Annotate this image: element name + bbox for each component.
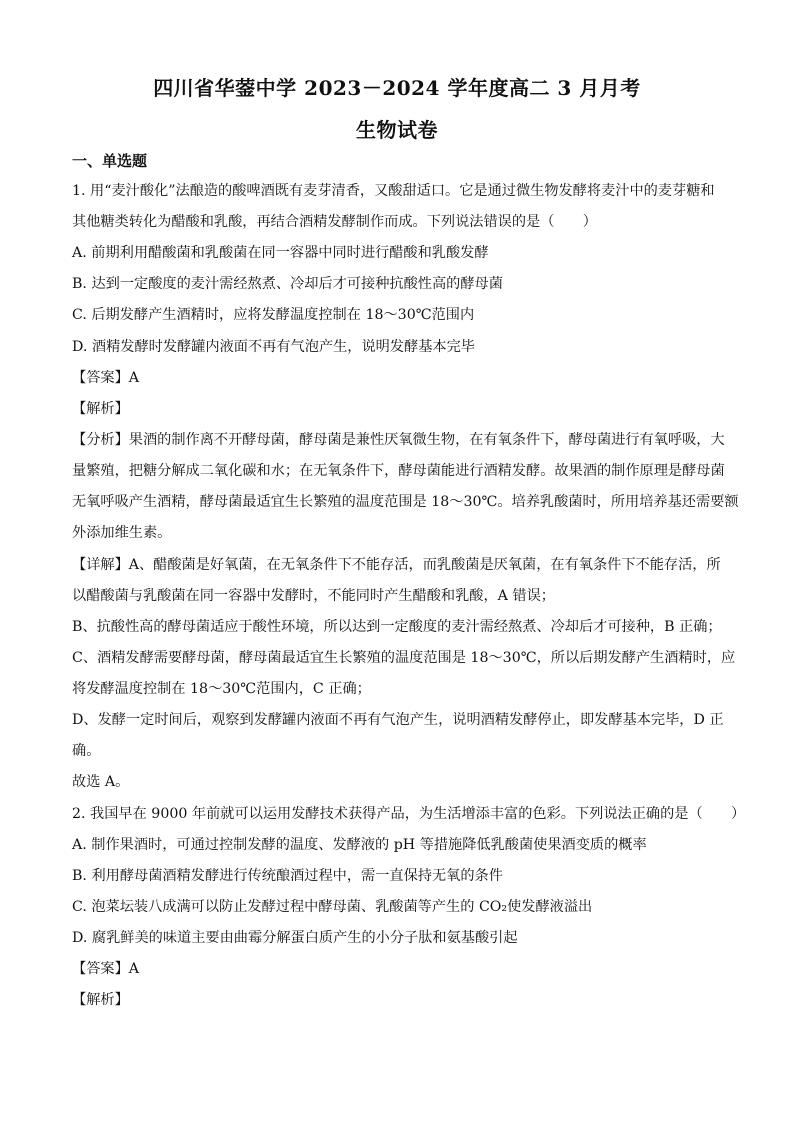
q1-analysis-heading: 【解析】 <box>72 401 129 417</box>
q1-answer: 【答案】A <box>72 370 139 386</box>
q2-stem: 2. 我国早在 9000 年前就可以运用发酵技术获得产品，为生活增添丰富的色彩。下列说法正确的是（ ） <box>72 806 746 822</box>
q2-option-c: C. 泡菜坛装八成满可以防止发酵过程中酵母菌、乳酸菌等产生的 CO₂使发酵液溢出 <box>72 899 593 915</box>
q2-analysis-heading: 【解析】 <box>72 992 129 1008</box>
q1-detail-line-2: 以醋酸菌与乳酸菌在同一容器中发酵时，不能同时产生醋酸和乳酸，A 错误； <box>72 588 555 604</box>
q1-option-c: C. 后期发酵产生酒精时，应将发酵温度控制在 18～30℃范围内 <box>72 307 475 323</box>
q1-analysis-line-1: 【分析】果酒的制作离不开酵母菌，酵母菌是兼性厌氧微生物，在有氧条件下，酵母菌进行有氧呼吸，大 <box>72 432 725 448</box>
q1-stem-line-2: 其他糖类转化为醋酸和乳酸，再结合酒精发酵制作而成。下列说法错误的是（ ） <box>72 214 597 230</box>
exam-title: 四川省华蓥中学 2023－2024 学年度高二 3 月月考 <box>153 76 641 100</box>
q1-stem-line-1: 1. 用“麦汁酸化”法酿造的酸啤酒既有麦芽清香，又酸甜适口。它是通过微生物发酵将麦汁中的麦芽糖和 <box>72 183 715 199</box>
q2-answer: 【答案】A <box>72 961 139 977</box>
q2-option-d: D. 腐乳鲜美的味道主要由曲霉分解蛋白质产生的小分子肽和氨基酸引起 <box>72 930 518 946</box>
q1-analysis-line-4: 外添加维生素。 <box>72 525 172 541</box>
section-heading: 一、单选题 <box>72 152 148 170</box>
q1-analysis-line-2: 量繁殖，把糖分解成二氧化碳和水；在无氧条件下，酵母菌能进行酒精发酵。故果酒的制作原理是酵母菌 <box>72 463 725 479</box>
q1-detail-line-5: 将发酵温度控制在 18～30℃范围内，C 正确； <box>72 681 371 697</box>
q1-choice: 故选 A。 <box>72 774 130 790</box>
q1-option-d: D. 酒精发酵时发酵罐内液面不再有气泡产生，说明发酵基本完毕 <box>72 339 475 355</box>
q1-detail-line-4: C、酒精发酵需要酵母菌，酵母菌最适宜生长繁殖的温度范围是 18～30℃，所以后期发酵产生酒精时，应 <box>72 650 736 666</box>
q2-option-a: A. 制作果酒时，可通过控制发酵的温度、发酵液的 pH 等措施降低乳酸菌使果酒变质的概率 <box>72 837 647 853</box>
q1-analysis-line-3: 无氧呼吸产生酒精，酵母菌最适宜生长繁殖的温度范围是 18～30℃。培养乳酸菌时，所用培养基还需要额 <box>72 494 739 510</box>
exam-subtitle: 生物试卷 <box>356 118 438 142</box>
q1-detail-line-1: 【详解】A、醋酸菌是好氧菌，在无氧条件下不能存活，而乳酸菌是厌氧菌，在有氧条件下不能存活，所 <box>72 557 721 573</box>
q1-option-b: B. 达到一定酸度的麦汁需经熬煮、冷却后才可接种抗酸性高的酵母菌 <box>72 276 503 292</box>
q1-detail-line-6: D、发酵一定时间后，观察到发酵罐内液面不再有气泡产生，说明酒精发酵停止，即发酵基本完毕，D 正 <box>72 712 724 728</box>
q1-option-a: A. 前期利用醋酸菌和乳酸菌在同一容器中同时进行醋酸和乳酸发酵 <box>72 245 489 261</box>
q1-detail-line-7: 确。 <box>72 743 101 759</box>
q2-option-b: B. 利用酵母菌酒精发酵进行传统酿酒过程中，需一直保持无氧的条件 <box>72 868 503 884</box>
q1-detail-line-3: B、抗酸性高的酵母菌适应于酸性环境，所以达到一定酸度的麦汁需经熬煮、冷却后才可接种，B 正确； <box>72 619 722 635</box>
